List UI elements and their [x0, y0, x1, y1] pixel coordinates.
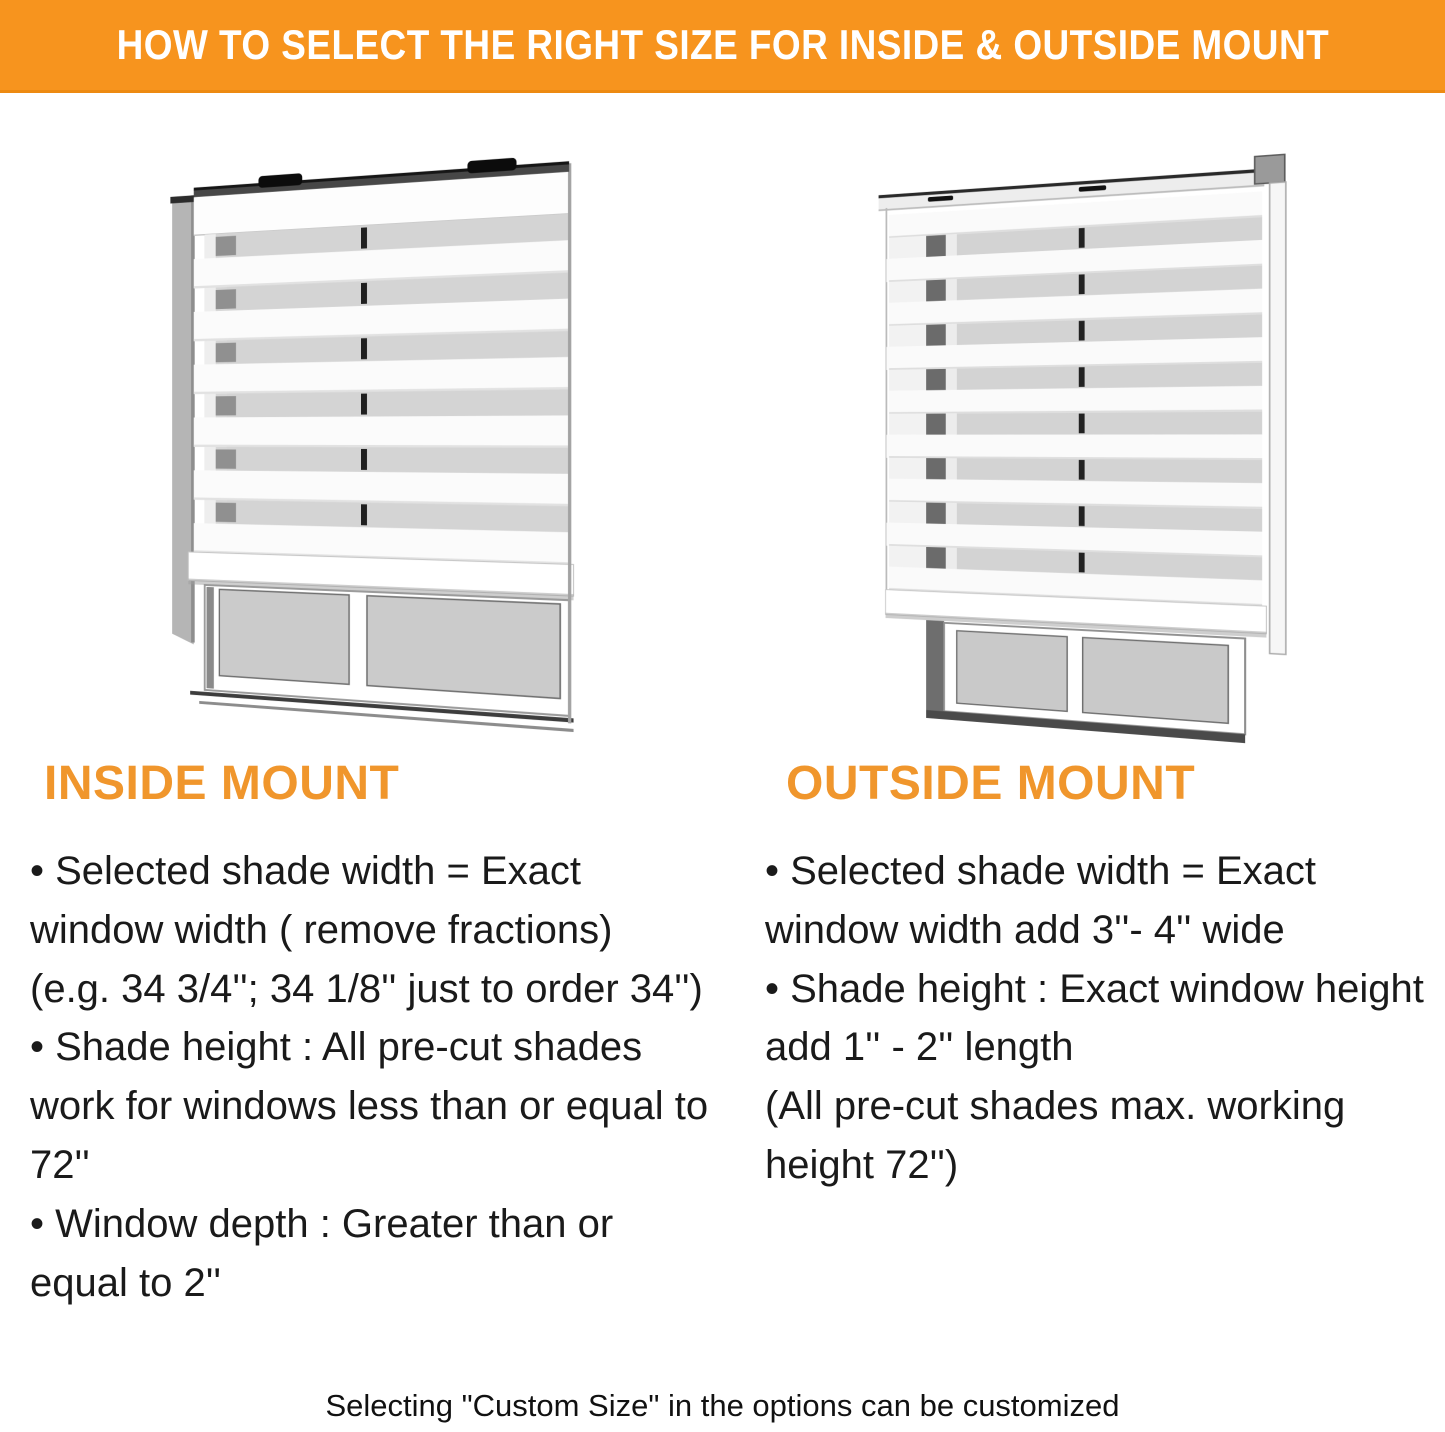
inside-mount-illustration [163, 131, 582, 744]
text-line: • Window depth : Greater than or [30, 1201, 614, 1246]
inside-mount-heading: INSIDE MOUNT [44, 757, 400, 810]
window-right-frame-edge [1270, 182, 1286, 654]
banner [0, 0, 1445, 93]
text-line: • Selected shade width = Exact [30, 849, 581, 893]
text-line: • Selected shade width = Exact [765, 849, 1316, 893]
text-line: work for windows less than or equal to [30, 1084, 709, 1129]
outside-mount-illustration [875, 120, 1292, 754]
outside-mount-instructions [765, 842, 1440, 1195]
text-line: • Shade height : Exact window height [765, 966, 1424, 1011]
text-line: (e.g. 34 3/4''; 34 1/8'' just to order 34'') [30, 966, 703, 1011]
inside-mount-window-drawing [163, 131, 582, 744]
text-line: height 72'') [765, 1142, 959, 1187]
outside-zebra-bands [886, 191, 1262, 606]
outside-mount-window-drawing [875, 120, 1292, 754]
banner-title: HOW TO SELECT THE RIGHT SIZE FOR INSIDE & OUTSIDE MOUNT [116, 21, 1329, 68]
outside-mount-heading: OUTSIDE MOUNT [786, 757, 1196, 810]
text-line: add 1'' - 2'' length [765, 1025, 1074, 1070]
text-line: equal to 2'' [30, 1260, 221, 1305]
inside-mount-instructions [30, 842, 740, 1312]
text-line: window width ( remove fractions) [30, 907, 613, 952]
text-line: window width add 3''- 4'' wide [765, 907, 1285, 952]
mounting-bracket-cap [1255, 154, 1285, 184]
text-line: (All pre-cut shades max. working [765, 1084, 1346, 1129]
custom-size-note: Selecting "Custom Size" in the options can be customized [325, 1388, 1120, 1423]
inside-zebra-bands [194, 214, 569, 565]
text-line: • Shade height : All pre-cut shades [30, 1025, 643, 1070]
text-line: 72'' [30, 1142, 90, 1187]
